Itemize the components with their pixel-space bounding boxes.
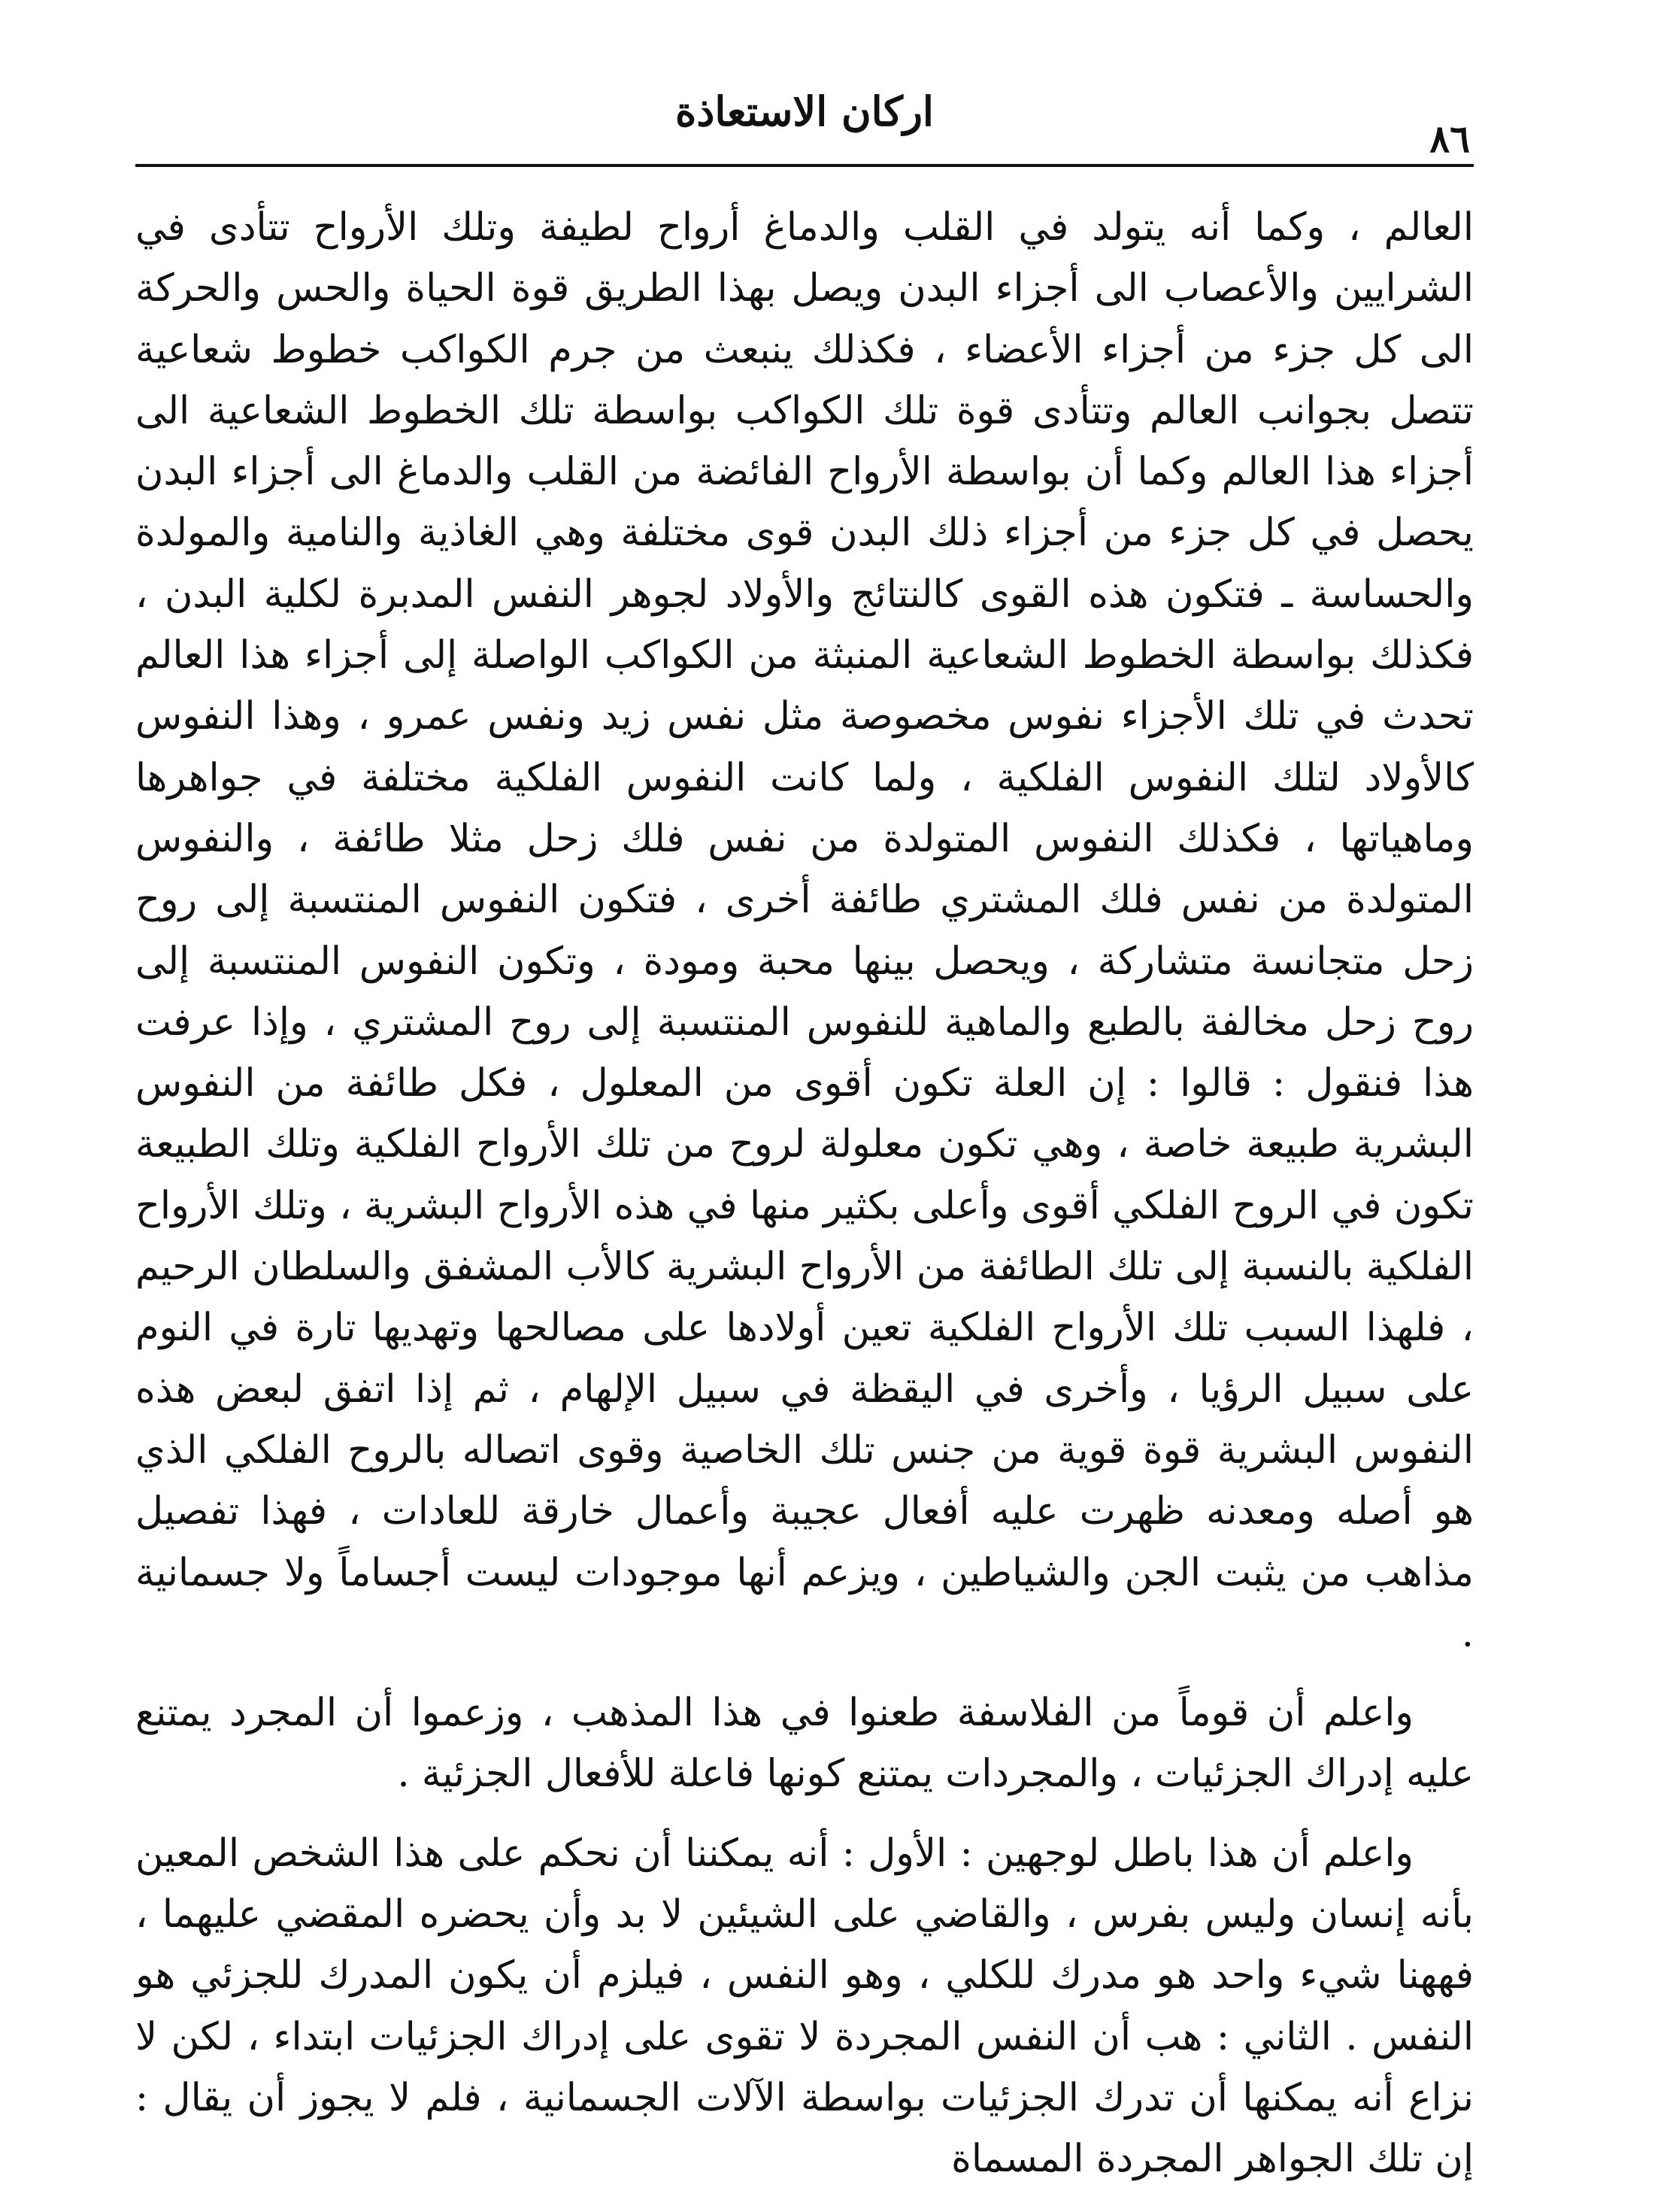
paragraph-3: واعلم أن هذا باطل لوجهين : الأول : أنه يمكننا أن نحكم على هذا الشخص المعين بأنه إنسان وليس بفرس ، والقاضي على الشيئين لا بد وأن يحضره المقضي عليهما ، فههنا شيء واحد هو مدرك للكلي ، وهو النفس ، فيلزم أن يكون المدرك للجزئي هو النفس . الثاني : هب أن النفس المجردة لا تقوى على إدراك الجزئيات ابتداء ، لكن لا نزاع أنه يمكنها أن تدرك الجزئيات بواسطة الآلات الجسمانية ، فلم لا يجوز أن يقال : إن تلك الجواهر المجردة المسماة xyxy=(135,1831,1474,2182)
page-number: ٨٦ xyxy=(1429,117,1470,161)
running-title: اركان الاستعاذة xyxy=(675,87,934,135)
paragraph-2: واعلم أن قوماً من الفلاسفة طعنوا في هذا المذهب ، وزعموا أن المجرد يمتنع عليه إدراك الجزئيات ، والمجردات يمتنع كونها فاعلة للأفعال الجزئية . xyxy=(135,1691,1474,1797)
paragraph-1: العالم ، وكما أنه يتولد في القلب والدماغ أرواح لطيفة وتلك الأرواح تتأدى في الشرايين والأعصاب الى أجزاء البدن ويصل بهذا الطريق قوة الحياة والحس والحركة الى كل جزء من أجزاء الأعضاء ، فكذلك ينبعث من جرم الكواكب خطوط شعاعية تتصل بجوانب العالم وتتأدى قوة تلك الكواكب بواسطة تلك الخطوط الشعاعية الى أجزاء هذا العالم وكما أن بواسطة الأرواح الفائضة من القلب والدماغ الى أجزاء البدن يحصل في كل جزء من أجزاء ذلك البدن قوى مختلفة وهي الغاذية والنامية والمولدة والحساسة ـ فتكون هذه القوى كالنتائج والأولاد لجوهر النفس المدبرة لكلية البدن ، فكذلك بواسطة الخطوط الشعاعية المنبثة من الكواكب الواصلة إلى أجزاء هذا العالم تحدث في تلك الأجزاء نفوس مخصوصة مثل نفس زيد ونفس عمرو ، وهذا النفوس كالأولاد لتلك النفوس الفلكية ، ولما كانت النفوس الفلكية مختلفة في جواهرها وماهياتها ، فكذلك النفوس المتولدة من نفس فلك زحل مثلا طائفة ، والنفوس المتولدة من نفس فلك المشتري طائفة أخرى ، فتكون النفوس المنتسبة إلى روح زحل متجانسة متشاركة ، ويحصل بينها محبة ومودة ، وتكون النفوس المنتسبة إلى روح زحل مخالفة بالطبع والماهية للنفوس المنتسبة إلى روح المشتري ، وإذا عرفت هذا فنقول : قالوا : إن العلة تكون أقوى من المعلول ، فكل طائفة من النفوس البشرية طبيعة خاصة ، وهي تكون معلولة لروح من تلك الأرواح الفلكية وتلك الطبيعة تكون في الروح الفلكي أقوى وأعلى بكثير منها في هذه الأرواح البشرية ، وتلك الأرواح الفلكية بالنسبة إلى تلك الطائفة من الأرواح البشرية كالأب المشفق والسلطان الرحيم ، فلهذا السبب تلك الأرواح الفلكية تعين أولادها على مصالحها وتهديها تارة في النوم على سبيل الرؤيا ، وأخرى في اليقظة في سبيل الإلهام ، ثم إذا اتفق لبعض هذه النفوس البشرية قوة قوية من جنس تلك الخاصية وقوى اتصاله بالروح الفلكي الذي هو أصله ومعدنه ظهرت عليه أفعال عجيبة وأعمال خارقة للعادات ، فهذا تفصيل مذاهب من يثبت الجن والشياطين ، ويزعم أنها موجودات ليست أجساماً ولا جسمانية . xyxy=(135,205,1474,1656)
header-rule xyxy=(135,164,1474,167)
body-text xyxy=(135,197,1474,2190)
running-head xyxy=(135,75,1474,169)
